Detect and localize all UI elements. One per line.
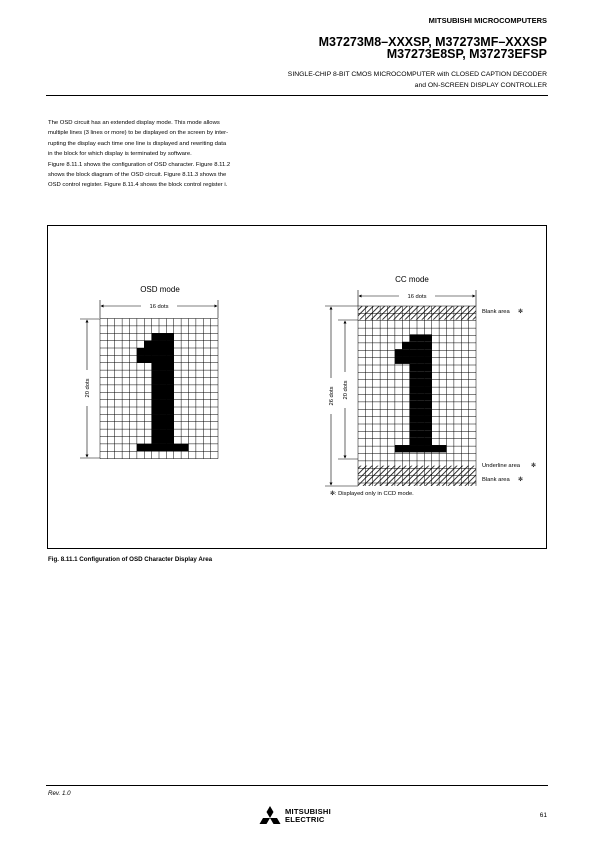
osd-mode-title: OSD mode [140, 285, 180, 294]
glyph-pixel-row [137, 355, 174, 362]
body-line: OSD control register. Figure 8.11.4 shows the block control register i. [48, 182, 228, 189]
body-line: The OSD circuit has an extended display mode. This mode allows [48, 120, 220, 126]
glyph-pixel-row [152, 437, 174, 444]
body-line: in the block for which display is terminated by software. [48, 151, 192, 158]
osd-height-label: 20 dots [85, 378, 91, 398]
cc-dot-matrix [358, 306, 476, 486]
underline-area-label [482, 462, 536, 469]
glyph-pixel-row [137, 444, 189, 451]
body-line: multiple lines (3 lines or more) to be displayed on the screen by inter- [48, 130, 229, 137]
footer-rule [46, 785, 548, 786]
revision-label: Rev. 1.0 [48, 790, 71, 797]
cc-width-label: 16 dots [407, 294, 427, 300]
glyph-pixel-row [152, 392, 174, 399]
company-logo-text [285, 808, 331, 824]
glyph-pixel-row [152, 422, 174, 429]
cc-26-label: 26 dots [329, 386, 335, 406]
logo-line-2: ELECTRIC [285, 815, 325, 824]
logo-line-1: MITSUBISHI [285, 807, 331, 816]
body-line: Figure 8.11.1 shows the configuration of OSD character. Figure 8.11.2 [48, 161, 231, 168]
osd-width-label: 16 dots [149, 304, 169, 310]
subtitle-line-2: and ON-SCREEN DISPLAY CONTROLLER [414, 81, 547, 89]
glyph-pixel-row [152, 378, 174, 385]
underline-area-text: Underline area [482, 463, 521, 469]
page-number: 61 [539, 812, 547, 819]
underline-area-mark: ✻ [531, 463, 536, 469]
glyph-pixel-row [152, 333, 174, 340]
body-line: shows the block diagram of the OSD circuit. Figure 8.11.3 shows the [48, 172, 227, 179]
company-header: MITSUBISHI MICROCOMPUTERS [428, 16, 547, 25]
blank-area-top-text: Blank area [482, 309, 510, 315]
ccd-note: ✻: Displayed only in CCD mode. [330, 491, 414, 497]
glyph-pixel-row [152, 385, 174, 392]
blank-area-top-label [482, 308, 523, 315]
title-line-1: M37273M8–XXXSP, M37273MF–XXXSP [318, 35, 547, 49]
cc-mode-title: CC mode [395, 275, 429, 284]
subtitle-line-1: SINGLE-CHIP 8-BIT CMOS MICROCOMPUTER with CLOSED CAPTION DECODER [287, 71, 547, 78]
glyph-pixel-row [152, 429, 174, 436]
glyph-pixel-row [152, 407, 174, 414]
glyph-pixel-row [137, 348, 174, 355]
figure-caption: Fig. 8.11.1 Configuration of OSD Character Display Area [48, 556, 213, 563]
mitsubishi-logo-icon [257, 806, 283, 828]
glyph-pixel-row [152, 370, 174, 377]
osd-dot-matrix [100, 319, 218, 459]
cc-20-label: 20 dots [343, 380, 349, 400]
blank-area-top-mark: ✻ [518, 309, 523, 315]
title-line-2: M37273E8SP, M37273EFSP [386, 47, 547, 61]
glyph-pixel-row [152, 414, 174, 421]
glyph-pixel-row [152, 363, 174, 370]
blank-area-bottom-label [482, 476, 523, 483]
glyph-pixel-row [152, 400, 174, 407]
body-line: rupting the display each time one line is displayed and rewriting data [48, 140, 227, 147]
blank-area-bottom-mark: ✻ [518, 477, 523, 483]
blank-area-bottom-text: Blank area [482, 477, 510, 483]
